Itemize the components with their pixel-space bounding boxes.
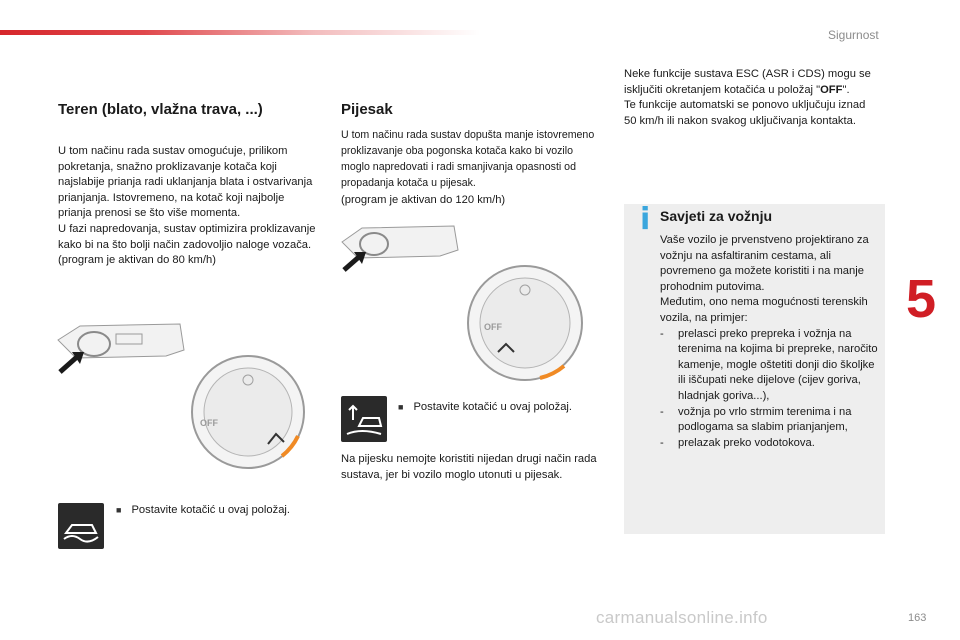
dial-off-label: OFF bbox=[484, 322, 502, 332]
list-item: - vožnja po vrlo strmim terenima i na podlogama sa slabim prianjanjem, bbox=[660, 405, 852, 434]
tips-content bbox=[660, 233, 882, 451]
dial-off-label: OFF bbox=[200, 418, 218, 428]
section-name: Sigurnost bbox=[828, 28, 879, 42]
mud-paragraph-2: U fazi napredovanja, sustav optimizira proklizavanje kako bi na što bolji način zadovoljio naloge vozača. bbox=[58, 222, 316, 251]
tips-lead: Međutim, ono nema mogućnosti terenskih vozila, na primjer: bbox=[660, 296, 868, 324]
tips-intro: Vaše vozilo je prvenstveno projektirano za vožnju na asfaltiranim cestama, ali povremeno ga možete koristiti i na manje prohodnim putovima. bbox=[660, 234, 869, 293]
mud-paragraph-3: (program je aktivan do 80 km/h) bbox=[58, 254, 216, 267]
list-item: - prelazak preko vodotokova. bbox=[660, 436, 815, 449]
dashboard-illustration bbox=[56, 320, 186, 376]
sand-warning: Na pijesku nemojte koristiti nijedan drugi način rada sustava, jer bi vozilo moglo utonuti u pijesak. bbox=[341, 453, 597, 481]
header-accent-bar bbox=[0, 30, 480, 35]
sand-mode-icon bbox=[341, 396, 387, 442]
tips-title: Savjeti za vožnju bbox=[660, 208, 773, 224]
info-icon: i bbox=[640, 202, 651, 237]
watermark: carmanualsonline.info bbox=[596, 608, 768, 627]
mud-title: Teren (blato, vlažna trava, ...) bbox=[58, 101, 263, 118]
sand-description: U tom načinu rada sustav dopušta manje istovremeno proklizavanje oba pogonska kotača kako bi vozilo moglo napredovati i radi smanjivanja opasnosti od propadanja kotača u pijesak. bbox=[341, 129, 595, 189]
mud-description bbox=[58, 144, 320, 269]
tips-list bbox=[660, 327, 882, 452]
bullet-marker-icon: ■ bbox=[116, 505, 122, 515]
mud-instruction: ■ Postavite kotačić u ovaj položaj. bbox=[116, 504, 291, 516]
page-number: 163 bbox=[908, 612, 927, 624]
esc-reactivation-note: Te funkcije automatski se ponovo uključuju iznad 50 km/h ili nakon svakog uključivanja kontakta. bbox=[624, 99, 866, 127]
esc-note: Neke funkcije sustava ESC (ASR i CDS) mogu se isključiti okretanjem kotačića u položaj "OFF". Te funkcije automatski se ponovo uključuju iznad 50 km/h ili nakon svakog uključivanja kontakta. bbox=[624, 67, 879, 129]
sand-program-note: (program je aktivan do 120 km/h) bbox=[341, 194, 506, 206]
sand-title: Pijesak bbox=[341, 101, 393, 118]
mud-mode-icon bbox=[58, 503, 104, 549]
dashboard-illustration bbox=[340, 224, 460, 274]
mud-paragraph-1: U tom načinu rada sustav omogućuje, prilikom pokretanja, snažno proklizavanje kotača koji najslabije prianja radi uklanjanja blata i ostvarivanja prianjanja. Istovremeno, na kotač koji najbolje prianja prenosi se što više momenta. bbox=[58, 145, 313, 220]
sand-instruction: ■ Postavite kotačić u ovaj položaj. bbox=[398, 401, 573, 413]
bullet-marker-icon: ■ bbox=[398, 402, 404, 412]
list-item: - prelasci preko prepreka i vožnja na terenima na kojima bi prepreke, naročito kamenje, mogle oštetiti donji dio školjke ili iščupati neke dijelove (cijev goriva, hladnjak goriva...), bbox=[660, 327, 878, 402]
off-label: OFF bbox=[820, 83, 843, 96]
traction-dial-mud bbox=[190, 354, 306, 470]
chapter-number: 5 bbox=[906, 269, 937, 329]
traction-dial-sand bbox=[466, 264, 584, 382]
